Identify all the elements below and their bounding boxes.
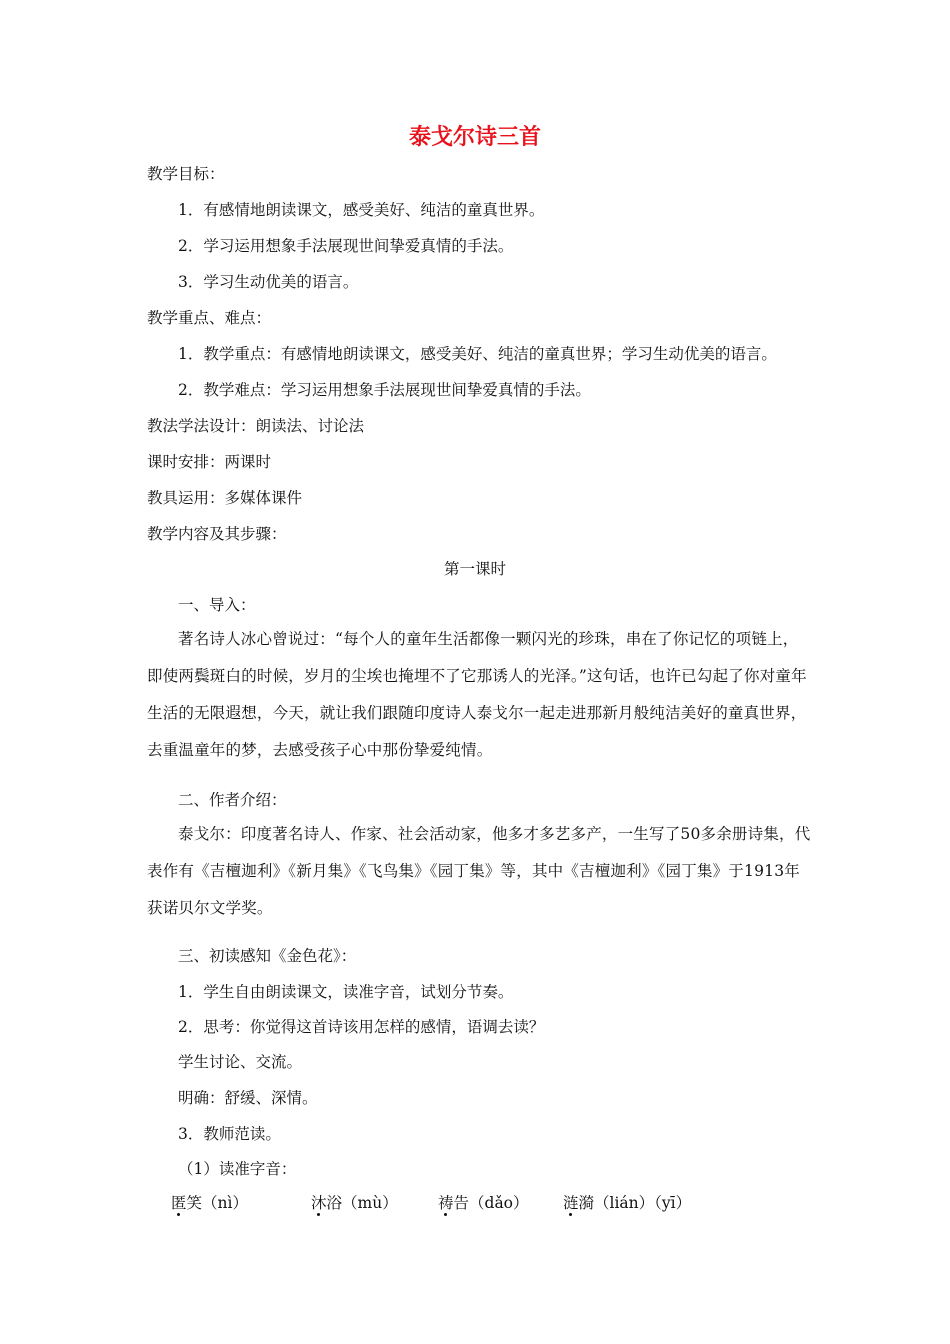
dotted-char: 匿: [171, 1194, 187, 1212]
schedule-line: 课时安排：两课时: [147, 453, 272, 471]
steps-heading: 教学内容及其步骤：: [147, 525, 287, 543]
author-heading: 二、作者介绍：: [178, 791, 287, 809]
reading-item: 3．教师范读。: [178, 1125, 281, 1143]
intro-text: 著名诗人冰心曾说过：“每个人的童年生活都像一颗闪光的珍珠，串在了你记忆的项链上，即使两鬓斑白的时候，岁月的尘埃也掩埋不了它那诱人的光泽。”这句话，也许已勾起了你对童年生活的无限遐想，今天，就让我们跟随印度诗人泰戈尔一起走进那新月般纯洁美好的童真世界，去重温童年的梦，去感受孩子心中那份挚爱纯情。: [147, 630, 807, 759]
pronunciation-item: [563, 1192, 691, 1214]
dotted-char: 沐: [311, 1194, 327, 1212]
dotted-char: 祷: [438, 1194, 454, 1212]
reading-item: （1）读准字音：: [178, 1160, 297, 1178]
key-point-item: 2．教学难点：学习运用想象手法展现世间挚爱真情的手法。: [178, 381, 591, 399]
reading-item: 2．思考：你觉得这首诗该用怎样的感情，语调去读？: [178, 1018, 545, 1036]
page-title: 泰戈尔诗三首: [408, 124, 541, 150]
author-paragraph: [147, 816, 812, 927]
reading-item: 明确：舒缓、深情。: [178, 1089, 318, 1107]
key-point-item: 1．教学重点：有感情地朗读课文，感受美好、纯洁的童真世界；学习生动优美的语言。: [178, 345, 777, 363]
pronunciation-item: [438, 1192, 529, 1214]
intro-paragraph: [147, 621, 812, 769]
key-points-heading: 教学重点、难点：: [147, 309, 272, 327]
author-text: 泰戈尔：印度著名诗人、作家、社会活动家，他多才多艺多产，一生写了50多余册诗集，代表作有《吉檀迦利》《新月集》《飞鸟集》《园丁集》等，其中《吉檀迦利》《园丁集》于1913年获诺贝尔文学奖。: [147, 825, 811, 917]
tools-line: 教具运用：多媒体课件: [147, 489, 303, 507]
objectives-heading: 教学目标：: [147, 165, 225, 183]
objective-item: 3．学习生动优美的语言。: [178, 273, 359, 291]
pronunciation-rest: 笑（nì）: [186, 1194, 248, 1212]
reading-item: 1．学生自由朗读课文，读准字音，试划分节奏。: [178, 983, 514, 1001]
pronunciation-item: [311, 1192, 398, 1214]
intro-heading: 一、导入：: [178, 596, 256, 614]
objective-item: 1．有感情地朗读课文，感受美好、纯洁的童真世界。: [178, 201, 545, 219]
pronunciation-rest: 漪（lián）（yī）: [578, 1194, 692, 1212]
method-line: 教法学法设计：朗读法、讨论法: [147, 417, 365, 435]
dotted-char: 涟: [563, 1194, 579, 1212]
lesson-heading: 第一课时: [443, 560, 506, 578]
objective-item: 2．学习运用想象手法展现世间挚爱真情的手法。: [178, 237, 514, 255]
reading-heading: 三、初读感知《金色花》：: [178, 947, 357, 965]
pronunciation-rest: 告（dǎo）: [453, 1194, 529, 1212]
pronunciation-item: [171, 1192, 248, 1214]
pronunciation-rest: 浴（mù）: [326, 1194, 398, 1212]
reading-item: 学生讨论、交流。: [178, 1053, 303, 1071]
